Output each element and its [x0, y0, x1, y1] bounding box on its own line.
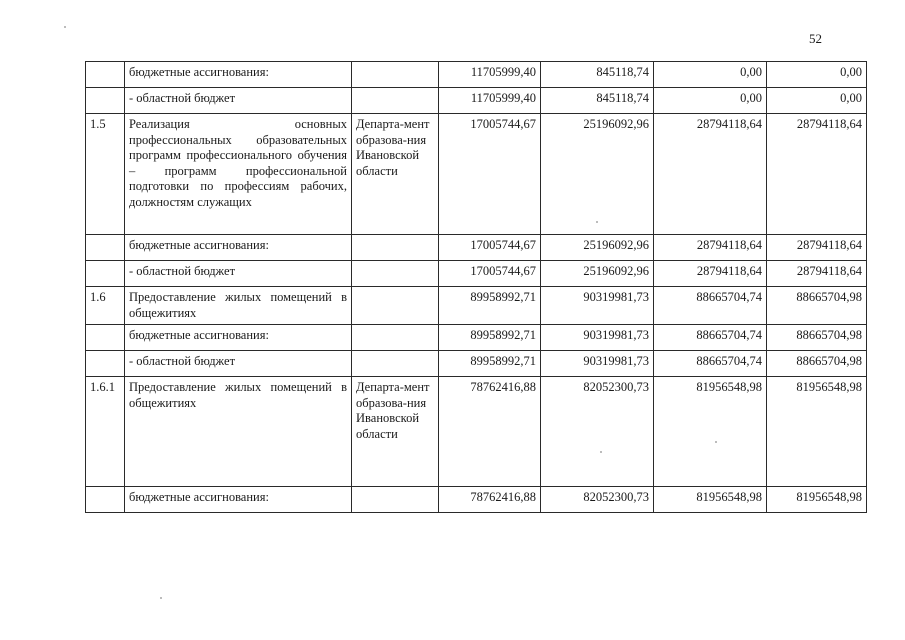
row-code: 1.5	[86, 114, 125, 235]
value-cell: 89958992,71	[439, 325, 541, 351]
value-cell: 28794118,64	[767, 235, 867, 261]
budget-table	[85, 61, 867, 513]
value-cell: 88665704,98	[767, 351, 867, 377]
scan-speck	[596, 221, 598, 223]
row-code	[86, 325, 125, 351]
value-cell: 28794118,64	[654, 114, 767, 235]
scan-speck	[160, 597, 162, 599]
value-cell: 17005744,67	[439, 114, 541, 235]
value-cell: 90319981,73	[541, 287, 654, 325]
value-cell: 89958992,71	[439, 351, 541, 377]
value-cell: 0,00	[767, 88, 867, 114]
row-code: 1.6	[86, 287, 125, 325]
value-cell: 88665704,98	[767, 287, 867, 325]
row-name: Предоставление жилых помещений в общежитиях	[125, 377, 352, 487]
value-cell: 78762416,88	[439, 487, 541, 513]
value-cell: 28794118,64	[654, 261, 767, 287]
row-executor	[352, 62, 439, 88]
row-name: - областной бюджет	[125, 88, 352, 114]
value-cell: 28794118,64	[654, 235, 767, 261]
scan-speck	[600, 451, 602, 453]
value-cell: 28794118,64	[767, 261, 867, 287]
value-cell: 17005744,67	[439, 261, 541, 287]
value-cell: 88665704,74	[654, 325, 767, 351]
value-cell: 11705999,40	[439, 62, 541, 88]
row-name: бюджетные ассигнования:	[125, 487, 352, 513]
scan-speck	[64, 26, 66, 28]
value-cell: 11705999,40	[439, 88, 541, 114]
row-executor	[352, 287, 439, 325]
table-row	[86, 114, 867, 235]
row-code	[86, 62, 125, 88]
value-cell: 0,00	[654, 88, 767, 114]
row-code	[86, 487, 125, 513]
value-cell: 88665704,74	[654, 351, 767, 377]
value-cell: 25196092,96	[541, 114, 654, 235]
row-executor: Департа-мент образова-ния Ивановской области	[352, 377, 439, 487]
value-cell: 82052300,73	[541, 377, 654, 487]
row-code	[86, 261, 125, 287]
row-name: - областной бюджет	[125, 351, 352, 377]
value-cell: 82052300,73	[541, 487, 654, 513]
table-row	[86, 287, 867, 325]
value-cell: 90319981,73	[541, 351, 654, 377]
value-cell: 81956548,98	[654, 487, 767, 513]
table-row	[86, 261, 867, 287]
value-cell: 28794118,64	[767, 114, 867, 235]
value-cell: 88665704,98	[767, 325, 867, 351]
table-row	[86, 88, 867, 114]
value-cell: 0,00	[767, 62, 867, 88]
row-executor: Департа-мент образова-ния Ивановской области	[352, 114, 439, 235]
value-cell: 90319981,73	[541, 325, 654, 351]
table-row	[86, 487, 867, 513]
row-name: бюджетные ассигнования:	[125, 62, 352, 88]
value-cell: 88665704,74	[654, 287, 767, 325]
value-cell: 78762416,88	[439, 377, 541, 487]
row-code	[86, 235, 125, 261]
value-cell: 81956548,98	[767, 487, 867, 513]
table-row	[86, 62, 867, 88]
value-cell: 25196092,96	[541, 261, 654, 287]
table-row	[86, 235, 867, 261]
row-code: 1.6.1	[86, 377, 125, 487]
table-row	[86, 377, 867, 487]
value-cell: 17005744,67	[439, 235, 541, 261]
page-number: 52	[809, 31, 822, 46]
scan-speck	[715, 441, 717, 443]
row-name: Реализация основных профессиональных образовательных программ профессионального обучения – программ профессиональной подготовки по профессиям рабочих, должностям служащих	[125, 114, 352, 235]
value-cell: 89958992,71	[439, 287, 541, 325]
row-executor	[352, 235, 439, 261]
row-name: бюджетные ассигнования:	[125, 235, 352, 261]
row-executor	[352, 325, 439, 351]
table-row	[86, 325, 867, 351]
row-code	[86, 351, 125, 377]
row-name: - областной бюджет	[125, 261, 352, 287]
value-cell: 845118,74	[541, 62, 654, 88]
row-code	[86, 88, 125, 114]
row-executor	[352, 88, 439, 114]
table-row	[86, 351, 867, 377]
row-name: бюджетные ассигнования:	[125, 325, 352, 351]
value-cell: 81956548,98	[767, 377, 867, 487]
value-cell: 25196092,96	[541, 235, 654, 261]
row-executor	[352, 261, 439, 287]
row-name: Предоставление жилых помещений в общежитиях	[125, 287, 352, 325]
row-executor	[352, 351, 439, 377]
value-cell: 845118,74	[541, 88, 654, 114]
value-cell: 0,00	[654, 62, 767, 88]
value-cell: 81956548,98	[654, 377, 767, 487]
row-executor	[352, 487, 439, 513]
